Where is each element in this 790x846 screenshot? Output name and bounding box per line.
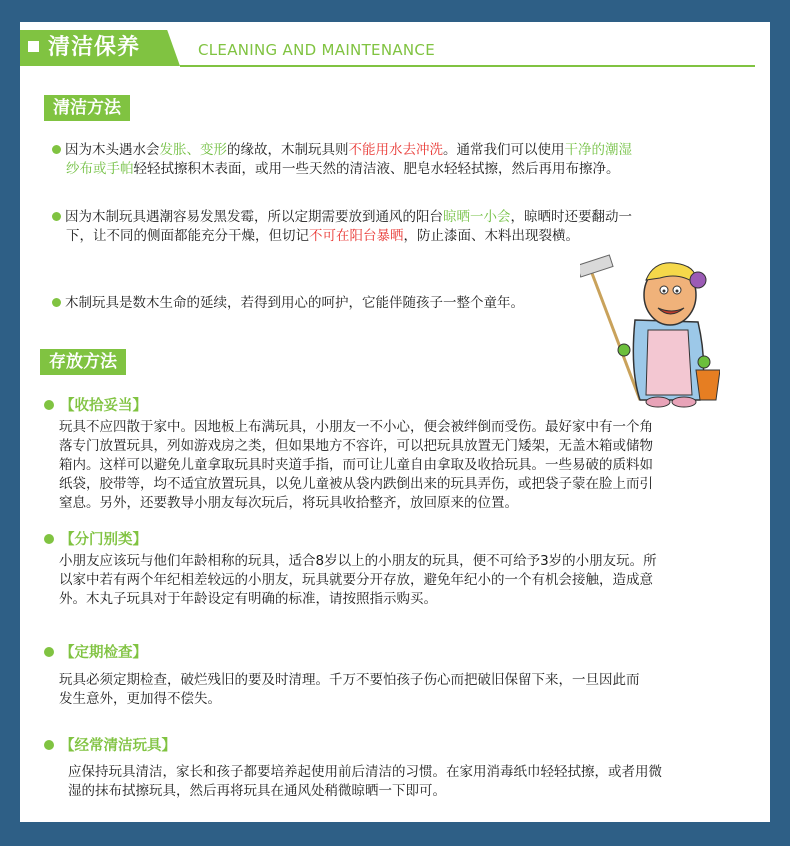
storage-item-body [59, 671, 759, 709]
header-square-icon [28, 41, 39, 52]
body-line: 玩具必须定期检查，破烂残旧的要及时清理。千万不要怕孩子伤心而把破旧保留下来，一旦因此而 [59, 672, 640, 688]
storage-item-title [44, 530, 147, 550]
bullet-icon [44, 400, 54, 410]
bullet-icon [52, 145, 61, 154]
text-span: ，晾晒时还要翻动一 [510, 209, 632, 225]
storage-item-body [59, 418, 759, 513]
text-span: 因为木制玩具遇潮容易发黑发霉，所以定期需要放到通风的阳台 [65, 209, 443, 225]
highlight-text: 发胀、变形 [159, 142, 227, 158]
body-line: 箱内。这样可以避免儿童拿取玩具时夹道手指，而可让儿童自由拿取及收拾玩具。一些易破的质料如 [59, 457, 653, 473]
highlight-text: 干净的潮湿 [564, 142, 632, 158]
warning-text: 不能用水去冲洗 [348, 142, 443, 158]
storage-item-title [44, 736, 176, 756]
highlight-text: 晾晒一小会 [443, 209, 511, 225]
highlight-text: 纱布或手帕 [66, 161, 134, 177]
bullet-icon [44, 534, 54, 544]
bullet-icon [44, 740, 54, 750]
header-divider [180, 65, 755, 67]
body-line: 落专门放置玩具，列如游戏房之类，但如果地方不容许，可以把玩具放置无门矮架，无盖木箱或储物 [59, 438, 653, 454]
item-title-text: 【分门别类】 [60, 532, 147, 548]
text-span: 。通常我们可以使用 [443, 142, 565, 158]
cleaning-paragraph-1 [52, 141, 732, 179]
header-title-cn: 清洁保养 [48, 35, 141, 60]
section-label-cleaning: 清洁方法 [44, 95, 130, 121]
storage-item-body [59, 552, 759, 609]
warning-text: 不可在阳台暴晒 [309, 228, 404, 244]
body-line: 玩具不应四散于家中。因地板上布满玩具，小朋友一不小心，便会被绊倒而受伤。最好家中有一个角 [59, 419, 653, 435]
body-line: 湿的抹布拭擦玩具，然后再将玩具在通风处稍微晾晒一下即可。 [68, 783, 446, 799]
body-line: 外。木丸子玩具对于年龄设定有明确的标准，请按照指示购买。 [59, 591, 437, 607]
bullet-icon [44, 647, 54, 657]
storage-item-title [44, 396, 147, 416]
body-line: 窒息。另外，还要教导小朋友每次玩后，将玩具收拾整齐，放回原来的位置。 [59, 495, 518, 511]
body-line: 纸袋，胶带等，均不适宜放置玩具，以免儿童被从袋内跌倒出来的玩具弄伤，或把袋子蒙在脸上而引 [59, 476, 653, 492]
section-header [20, 22, 770, 68]
item-title-text: 【收拾妥当】 [60, 398, 147, 414]
text-span: 木制玩具是数木生命的延续，若得到用心的呵护，它能伴随孩子一整个童年。 [65, 295, 524, 311]
body-line: 小朋友应该玩与他们年龄相称的玩具，适合8岁以上的小朋友的玩具，便不可给予3岁的小朋友玩。所 [59, 553, 657, 569]
text-span: ，防止漆面、木料出现裂横。 [403, 228, 579, 244]
bullet-icon [52, 212, 61, 221]
storage-item-title [44, 643, 147, 663]
cleaning-paragraph-3 [52, 294, 612, 313]
cleaning-lady-illustration [580, 250, 720, 410]
text-span: 因为木头遇水会 [65, 142, 160, 158]
item-title-text: 【经常清洁玩具】 [60, 738, 176, 754]
content-panel [20, 22, 770, 822]
text-span: 下，让不同的侧面都能充分干燥，但切记 [66, 228, 309, 244]
bullet-icon [52, 298, 61, 307]
cleaning-paragraph-2 [52, 208, 732, 246]
storage-item-body [68, 763, 768, 801]
header-title-en: CLEANING AND MAINTENANCE [198, 41, 435, 59]
body-line: 以家中若有两个年纪相差较远的小朋友，玩具就要分开存放，避免年纪小的一个有机会接触，造成意 [59, 572, 653, 588]
body-line: 应保持玩具清洁，家长和孩子都要培养起使用前后清洁的习惯。在家用消毒纸巾轻轻拭擦，或者用微 [68, 764, 662, 780]
body-line: 发生意外，更加得不偿失。 [59, 691, 221, 707]
item-title-text: 【定期检查】 [60, 645, 147, 661]
text-span: 轻轻拭擦积木表面，或用一些天然的清洁液、肥皂水轻轻拭擦，然后再用布擦净。 [133, 161, 620, 177]
section-label-storage: 存放方法 [40, 349, 126, 375]
text-span: 的缘故，木制玩具则 [227, 142, 349, 158]
